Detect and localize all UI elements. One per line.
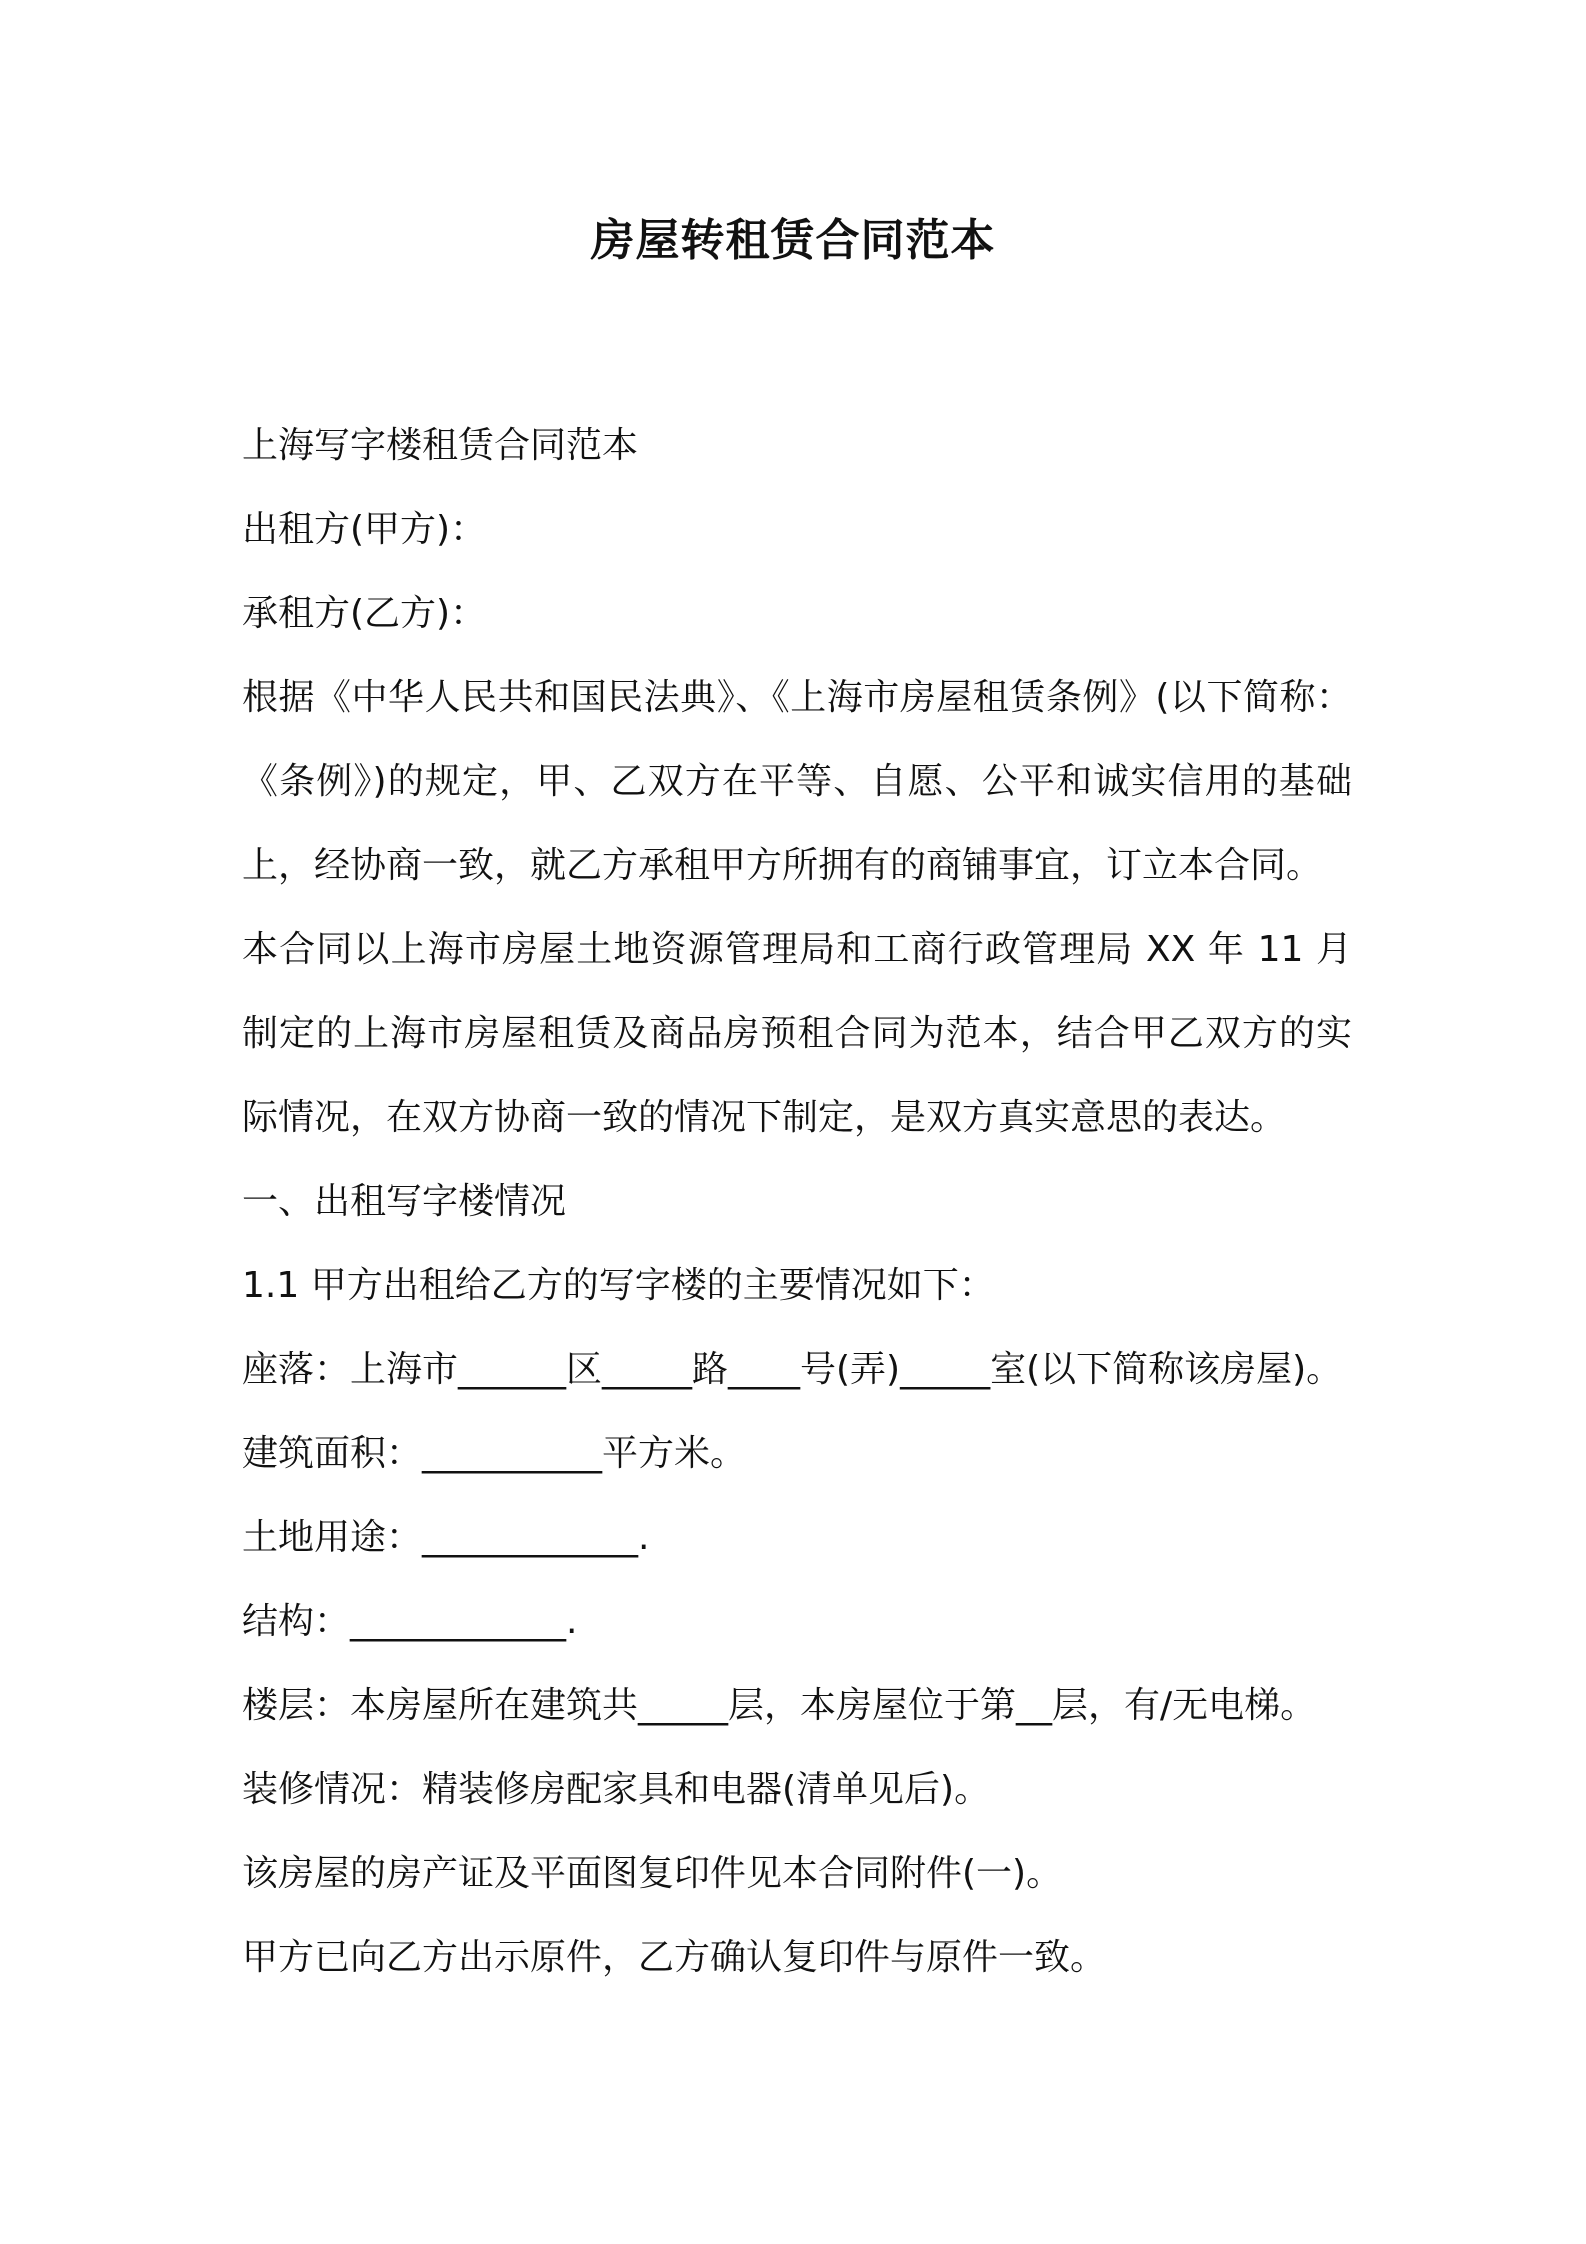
page-title: 房屋转租赁合同范本	[590, 215, 996, 266]
clause-1-1: 1.1 甲方出租给乙方的写字楼的主要情况如下：	[242, 1265, 995, 1306]
basis-paragraph: 本合同以上海市房屋土地资源管理局和工商行政管理局 XX 年 11 月制定的上海市房屋租赁及商品房预租合同为范本，结合甲乙双方的实际情况，在双方协商一致的情况下制定，是双方真实意思的表达。	[242, 929, 1352, 1138]
location-line: 座落：上海市______区_____路____号(弄)_____室(以下简称该房屋)。	[242, 1349, 1343, 1390]
intro-paragraph: 根据《中华人民共和国民法典》、《上海市房屋租赁条例》(以下简称：《条例》)的规定，甲、乙双方在平等、自愿、公平和诚实信用的基础上，经协商一致，就乙方承租甲方所拥有的商铺事宜，订立本合同。	[242, 677, 1352, 886]
section-heading: 一、出租写字楼情况	[242, 1181, 567, 1222]
document-subtitle: 上海写字楼租赁合同范本	[242, 425, 639, 466]
lessor-line: 出租方(甲方)：	[242, 509, 487, 550]
building-area-line: 建筑面积：__________平方米。	[242, 1433, 747, 1474]
land-use-line: 土地用途：____________.	[242, 1517, 650, 1558]
certificate-line: 该房屋的房产证及平面图复印件见本合同附件(一)。	[242, 1853, 1063, 1894]
document-body	[242, 404, 1352, 2000]
confirmation-line: 甲方已向乙方出示原件，乙方确认复印件与原件一致。	[242, 1937, 1107, 1978]
structure-line: 结构：____________.	[242, 1601, 578, 1642]
lessee-line: 承租方(乙方)：	[242, 593, 487, 634]
floor-line: 楼层：本房屋所在建筑共_____层，本房屋位于第__层，有/无电梯。	[242, 1685, 1317, 1726]
decoration-line: 装修情况：精装修房配家具和电器(清单见后)。	[242, 1769, 991, 1810]
